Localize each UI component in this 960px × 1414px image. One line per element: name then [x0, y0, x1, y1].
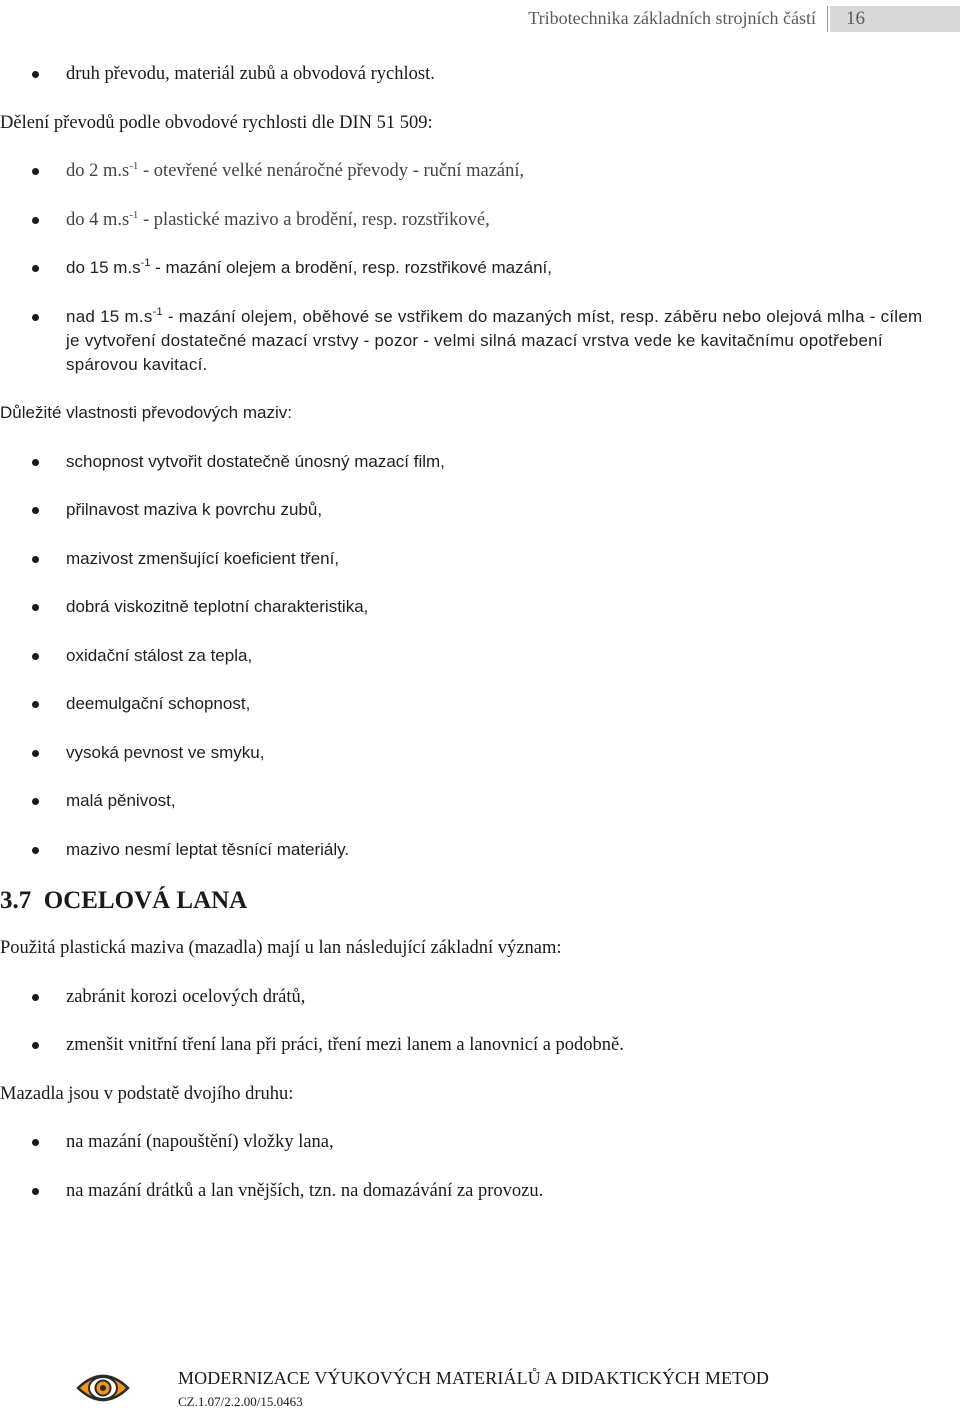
list-item-speed: nad 15 $m.s^{-1}$ - mazání olejem, oběhové se vstřikem do mazaných míst, resp. záběru nebo olejová mlha - cílem je vytvoření dostatečné mazací vrstvy - pozor - velmi silná mazací vrstva vede ke kavitačnímu opotřebení spárovou kavitací. — [0, 305, 940, 377]
list-item-property: vysoká pevnost ve smyku, — [0, 741, 940, 765]
bullet-list-ropes — [0, 985, 940, 1058]
header-title: Tribotechnika základních strojních částí — [528, 8, 816, 28]
list-item-property: deemulgační schopnost, — [0, 692, 940, 716]
page-footer — [0, 1364, 960, 1414]
list-item-property: mazivost zmenšující koeficient tření, — [0, 547, 940, 571]
paragraph-lubes-intro: Mazadla jsou v podstatě dvojího druhu: — [0, 1083, 294, 1104]
list-item-rope: zmenšit vnitřní tření lana při práci, tření mezi lanem a lanovnicí a podobně. — [0, 1033, 940, 1057]
bullet-list-lubes — [0, 1130, 940, 1203]
footer-title: MODERNIZACE VÝUKOVÝCH MATERIÁLŮ A DIDAKTICKÝCH METOD — [178, 1368, 770, 1388]
page-header — [0, 6, 960, 32]
list-item-rope: zabránit korozi ocelových drátů, — [0, 985, 940, 1009]
list-item-property: přilnavost maziva k povrchu zubů, — [0, 498, 940, 522]
list-item-lube: na mazání (napouštění) vložky lana, — [0, 1130, 940, 1154]
bullet-list-properties — [0, 450, 940, 862]
footer-project-code: CZ.1.07/2.2.00/15.0463 — [178, 1394, 303, 1409]
list-item-property: dobrá viskozitně teplotní charakteristika, — [0, 595, 940, 619]
list-item-speed: do 15 $m.s^{-1}$ - mazání olejem a brodění, resp. rozstřikové mazání, — [0, 256, 940, 280]
list-item-lube: na mazání drátků a lan vnějších, tzn. na domazávání za provozu. — [0, 1179, 940, 1203]
section-heading: 3.7 OCELOVÁ LANA — [0, 887, 248, 914]
list-item-property: mazivo nesmí leptat těsnící materiály. — [0, 838, 940, 862]
list-item: druh převodu, materiál zubů a obvodová rychlost. — [0, 62, 940, 86]
paragraph-speed-intro: Dělení převodů podle obvodové rychlosti dle DIN 51 509: — [0, 112, 433, 133]
list-item-speed: do 4 $m.s^{-1}$ - plastické mazivo a brodění, resp. rozstřikové, — [0, 208, 940, 232]
list-item-property: oxidační stálost za tepla, — [0, 644, 940, 668]
bullet-list-intro — [0, 62, 940, 86]
eye-logo-icon — [76, 1370, 130, 1411]
list-item-property: schopnost vytvořit dostatečně únosný mazací film, — [0, 450, 940, 474]
page-number: 16 — [830, 6, 960, 32]
bullet-list-speeds — [0, 159, 940, 377]
paragraph-properties-intro: Důležité vlastnosti převodových maziv: — [0, 403, 292, 422]
header-divider — [827, 6, 828, 32]
paragraph-ropes-intro: Použitá plastická maziva (mazadla) mají u lan následující základní význam: — [0, 938, 562, 958]
document-body — [0, 62, 940, 1227]
list-item-property: malá pěnivost, — [0, 789, 940, 813]
list-item-speed: do 2 $m.s^{-1}$ - otevřené velké nenáročné převody - ruční mazání, — [0, 159, 940, 183]
